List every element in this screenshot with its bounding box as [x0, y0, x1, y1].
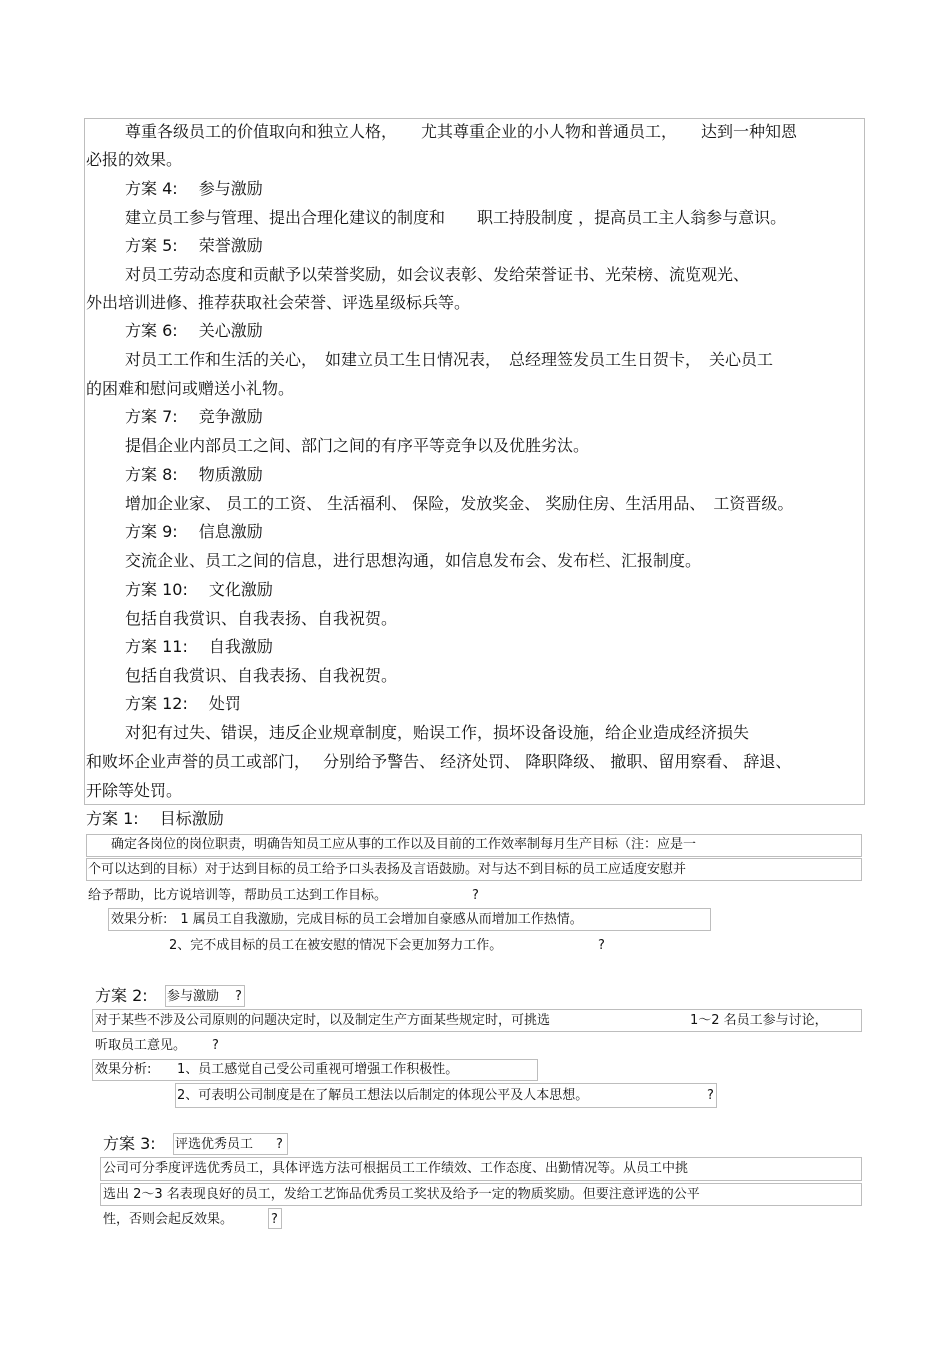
scheme-12-text-end: 开除等处罚。 [86, 781, 183, 800]
scheme-10-text: 包括自我赏识、自我表扬、自我祝贺。 [125, 609, 398, 628]
scheme-3-text-cont: 选出 2～3 名表现良好的员工，发给工艺饰品优秀员工奖状及给予一定的物质奖励。但要注意评选的公平 [103, 1187, 700, 1202]
scheme-12-text-cont: 和败坏企业声誉的员工或部门， 分别给予警告、 经济处罚、 降职降级、 撤职、留用察看、 辞退、 [86, 752, 792, 771]
scheme-6-text: 对员工工作和生活的关心， 如建立员工生日情况表， 总经理签发员工生日贺卡， 关心员工 [125, 350, 774, 369]
scheme-1-heading: 方案 1: 目标激励 [86, 809, 224, 828]
scheme-5-heading: 方案 5: 荣誉激励 [125, 236, 263, 255]
scheme-3-title: 评选优秀员工 [175, 1137, 254, 1152]
scheme-10-heading: 方案 10: 文化激励 [125, 580, 273, 599]
scheme-1-text: 确定各岗位的岗位职责，明确告知员工应从事的工作以及目前的工作效率制每月生产目标（注：应是一 [111, 837, 697, 852]
scheme-2-text-end: 听取员工意见。 [95, 1038, 187, 1053]
scheme-2-text: 对于某些不涉及公司原则的问题决定时，以及制定生产方面某些规定时，可挑选 [95, 1013, 551, 1028]
scheme-6-heading: 方案 6: 关心激励 [125, 321, 263, 340]
scheme-12-heading: 方案 12: 处罚 [125, 694, 241, 713]
unknown-glyph: ? [598, 938, 605, 953]
scheme-1-text-cont: 个可以达到的目标）对于达到目标的员工给予口头表扬及言语鼓励。对与达不到目标的员工应适度安慰并 [88, 862, 687, 877]
scheme-2-text-part: 1～2 名员工参与讨论， [690, 1013, 828, 1028]
unknown-glyph: ? [707, 1088, 714, 1103]
unknown-glyph: ? [276, 1137, 283, 1152]
scheme-12-text: 对犯有过失、错误，违反企业规章制度，贻误工作，损坏设备设施，给企业造成经济损失 [125, 723, 750, 742]
scheme-11-text: 包括自我赏识、自我表扬、自我祝贺。 [125, 666, 398, 685]
unknown-glyph: ? [472, 888, 479, 903]
scheme-2-analysis-1: 1、员工感觉自己受公司重视可增强工作积极性。 [177, 1062, 459, 1077]
scheme-4-heading: 方案 4: 参与激励 [125, 179, 263, 198]
scheme-2-heading: 方案 2: [95, 986, 148, 1005]
paragraph-line: 必报的效果。 [86, 150, 183, 169]
scheme-2-analysis-2: 2、可表明公司制度是在了解员工想法以后制定的体现公平及人本思想。 [177, 1088, 589, 1103]
scheme-3-mark-frame [268, 1208, 282, 1229]
unknown-glyph: ? [271, 1212, 278, 1227]
scheme-7-text: 提倡企业内部员工之间、部门之间的有序平等竞争以及优胜劣汰。 [125, 436, 590, 455]
scheme-9-text: 交流企业、员工之间的信息，进行思想沟通，如信息发布会、发布栏、汇报制度。 [125, 551, 702, 570]
scheme-9-heading: 方案 9: 信息激励 [125, 522, 263, 541]
scheme-4-text: 建立员工参与管理、提出合理化建议的制度和 职工持股制度 ，提高员工主人翁参与意识。 [125, 208, 787, 227]
scheme-1-analysis-2: 2、完不成目标的员工在被安慰的情况下会更加努力工作。 [169, 938, 503, 953]
scheme-1-analysis-1: 效果分析: 1 属员工自我激励，完成目标的员工会增加自豪感从而增加工作热情。 [111, 912, 583, 927]
unknown-glyph: ? [235, 989, 242, 1004]
scheme-3-heading: 方案 3: [103, 1134, 156, 1153]
scheme-2-title: 参与激励 [167, 989, 220, 1004]
scheme-6-text-cont: 的困难和慰问或赠送小礼物。 [86, 379, 295, 398]
scheme-5-text: 对员工劳动态度和贡献予以荣誉奖励，如会议表彰、发给荣誉证书、光荣榜、流览观光、 [125, 265, 750, 284]
paragraph-line: 尊重各级员工的价值取向和独立人格， 尤其尊重企业的小人物和普通员工， 达到一种知恩 [125, 122, 798, 141]
unknown-glyph: ? [212, 1038, 219, 1053]
scheme-2-analysis-label: 效果分析: [95, 1062, 152, 1077]
scheme-1-text-end: 给予帮助，比方说培训等，帮助员工达到工作目标。 [88, 888, 388, 903]
scheme-3-text: 公司可分季度评选优秀员工，具体评选方法可根据员工工作绩效、工作态度、出勤情况等。从员工中挑 [103, 1161, 689, 1176]
scheme-8-text: 增加企业家、 员工的工资、 生活福利、 保险，发放奖金、 奖励住房、生活用品、 工资晋级。 [125, 494, 794, 513]
scheme-7-heading: 方案 7: 竞争激励 [125, 407, 263, 426]
scheme-8-heading: 方案 8: 物质激励 [125, 465, 263, 484]
scheme-3-text-end: 性，否则会起反效果。 [103, 1212, 234, 1227]
scheme-11-heading: 方案 11: 自我激励 [125, 637, 273, 656]
scheme-5-text-cont: 外出培训进修、推荐获取社会荣誉、评选星级标兵等。 [86, 293, 471, 312]
